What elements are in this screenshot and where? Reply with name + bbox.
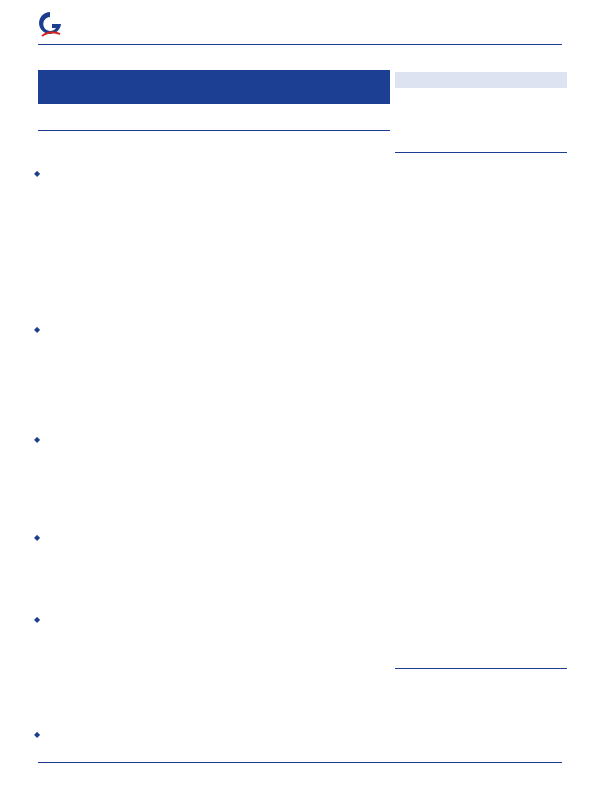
bullet-icon: ◆ bbox=[34, 533, 41, 542]
bullet-icon: ◆ bbox=[34, 730, 41, 739]
rating-header bbox=[395, 72, 567, 88]
header-divider bbox=[38, 44, 562, 45]
footer-divider bbox=[38, 762, 562, 763]
chart-title-divider bbox=[395, 152, 567, 153]
bullet-icon: ◆ bbox=[34, 615, 41, 624]
rating-box bbox=[395, 72, 567, 126]
bullet-icon: ◆ bbox=[34, 435, 41, 444]
relative-performance-chart bbox=[395, 158, 567, 288]
bullet-icon: ◆ bbox=[34, 325, 41, 334]
bullet-icon: ◆ bbox=[34, 169, 41, 178]
page-title bbox=[38, 70, 390, 104]
related-divider bbox=[395, 668, 567, 669]
subtitle-divider bbox=[38, 130, 390, 131]
gf-logo-icon bbox=[38, 10, 62, 38]
